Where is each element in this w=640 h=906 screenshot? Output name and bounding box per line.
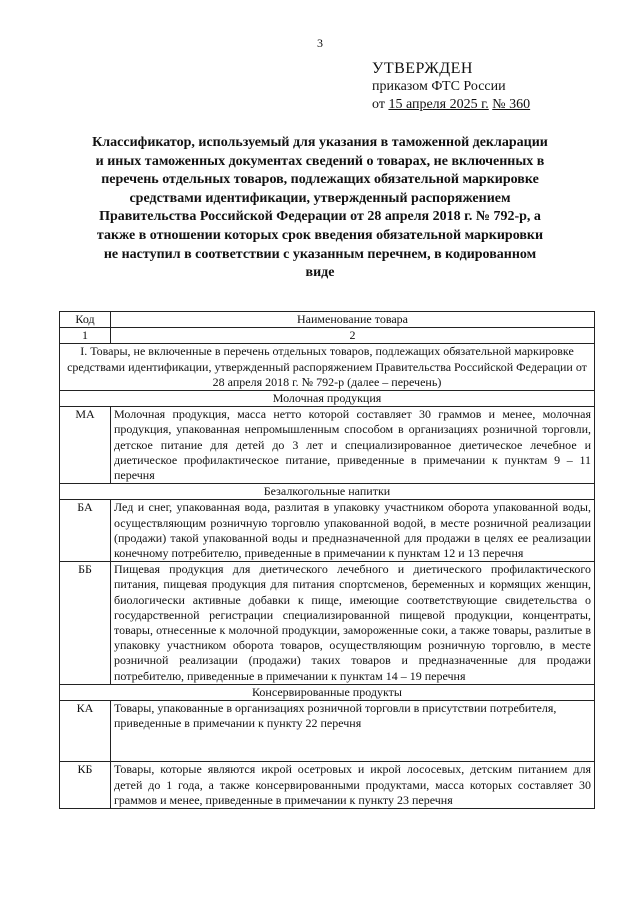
group-title-canned: Консервированные продукты (60, 684, 595, 700)
row-text: Молочная продукция, масса нетто которой составляет 30 граммов и менее, молочная продукция, упакованная непромышленным способом в организациях розничной торговли, детское питание для детей до 3 лет и специализированное диетическое лечебное и диетическое профилактическое питание, приведенные в примечании к пунктам 9 – 11 перечня (111, 407, 595, 484)
approval-order: приказом ФТС России (372, 79, 506, 94)
row-code: ББ (60, 562, 111, 685)
row-code: БА (60, 500, 111, 562)
header-code: Код (60, 312, 111, 328)
table-row (60, 407, 595, 484)
approval-date: 15 апреля 2025 г. (388, 97, 489, 112)
column-number-1: 1 (60, 328, 111, 344)
group-title-dairy: Молочная продукция (60, 391, 595, 407)
column-number-2: 2 (111, 328, 595, 344)
page-number: 3 (317, 36, 323, 50)
column-number-row (60, 328, 595, 344)
table-row (60, 500, 595, 562)
group-row (60, 484, 595, 500)
group-title-soft-drinks: Безалкогольные напитки (60, 484, 595, 500)
row-code: КБ (60, 762, 111, 809)
row-code: МА (60, 407, 111, 484)
row-text: Товары, которые являются икрой осетровых и икрой лососевых, детским питанием для детей до 1 года, а также консервированными продуктами, масса которых составляет 30 граммов и менее, приведенные в примечании к пункту 23 перечня (111, 762, 595, 809)
row-text: Пищевая продукция для диетического лечебного и диетического профилактического питания, пищевая продукция для питания спортсменов, беременных и кормящих женщин, биологически активные добавки к пище, имеющие соответствующие свидетельства о государственной регистрации специализированной пищевой продукции, концентраты, товары, отнесенные к молочной продукции, замороженные соки, а также товары, разлитые в упаковку участником оборота товаров, осуществляющим розничную торговлю, в месте розничной реализации (продажи) таких товаров и предназначенные для продажи потребителю, приведенные в примечании к пунктам 14 – 19 перечня (111, 562, 595, 685)
approval-block (372, 60, 530, 114)
classifier-table (59, 311, 595, 809)
header-name: Наименование товара (111, 312, 595, 328)
table-row (60, 562, 595, 685)
approval-date-prefix: от (372, 97, 385, 112)
group-row (60, 391, 595, 407)
approval-date-line (372, 96, 530, 114)
row-code: КА (60, 701, 111, 762)
approval-title: УТВЕРЖДЕН (372, 60, 473, 77)
section-title: I. Товары, не включенные в перечень отдельных товаров, подлежащих обязательной маркировке средствами идентификации, утвержденный распоряжением Правительства Российской Федерации от 28 апреля 2018 г. № 792-р (далее – перечень) (60, 344, 595, 391)
table-header-row (60, 312, 595, 328)
table-row (60, 762, 595, 809)
row-text: Товары, упакованные в организациях розничной торговли в присутствии потребителя, приведенные в примечании к пункту 22 перечня (114, 701, 557, 731)
document-title: Классификатор, используемый для указания в таможенной декларации и иных таможенных документах сведений о товарах, не включенных в перечень отдельных товаров, подлежащих обязательной маркировке средствами идентификации, утвержденный распоряжением Правительства Российской Федерации от 28 апреля 2018 г. № 792-р, а также в отношении которых срок введения обязательной маркировки не наступил в соответствии с указанным перечнем, в кодированном виде (92, 135, 548, 281)
row-spacer (114, 731, 591, 761)
table-row (60, 701, 595, 762)
group-row (60, 684, 595, 700)
approval-number: № 360 (492, 97, 531, 112)
section-row (60, 344, 595, 391)
row-text-cell (111, 701, 595, 762)
row-text: Лед и снег, упакованная вода, разлитая в упаковку участником оборота упакованной воды, осуществляющим розничную торговлю упакованной водой, в месте розничной реализации (продажи) такой упакованной воды и предназначенной для продажи в целях ее реализации конечному потребителю, приведенные в примечании к пунктам 12 и 13 перечня (111, 500, 595, 562)
